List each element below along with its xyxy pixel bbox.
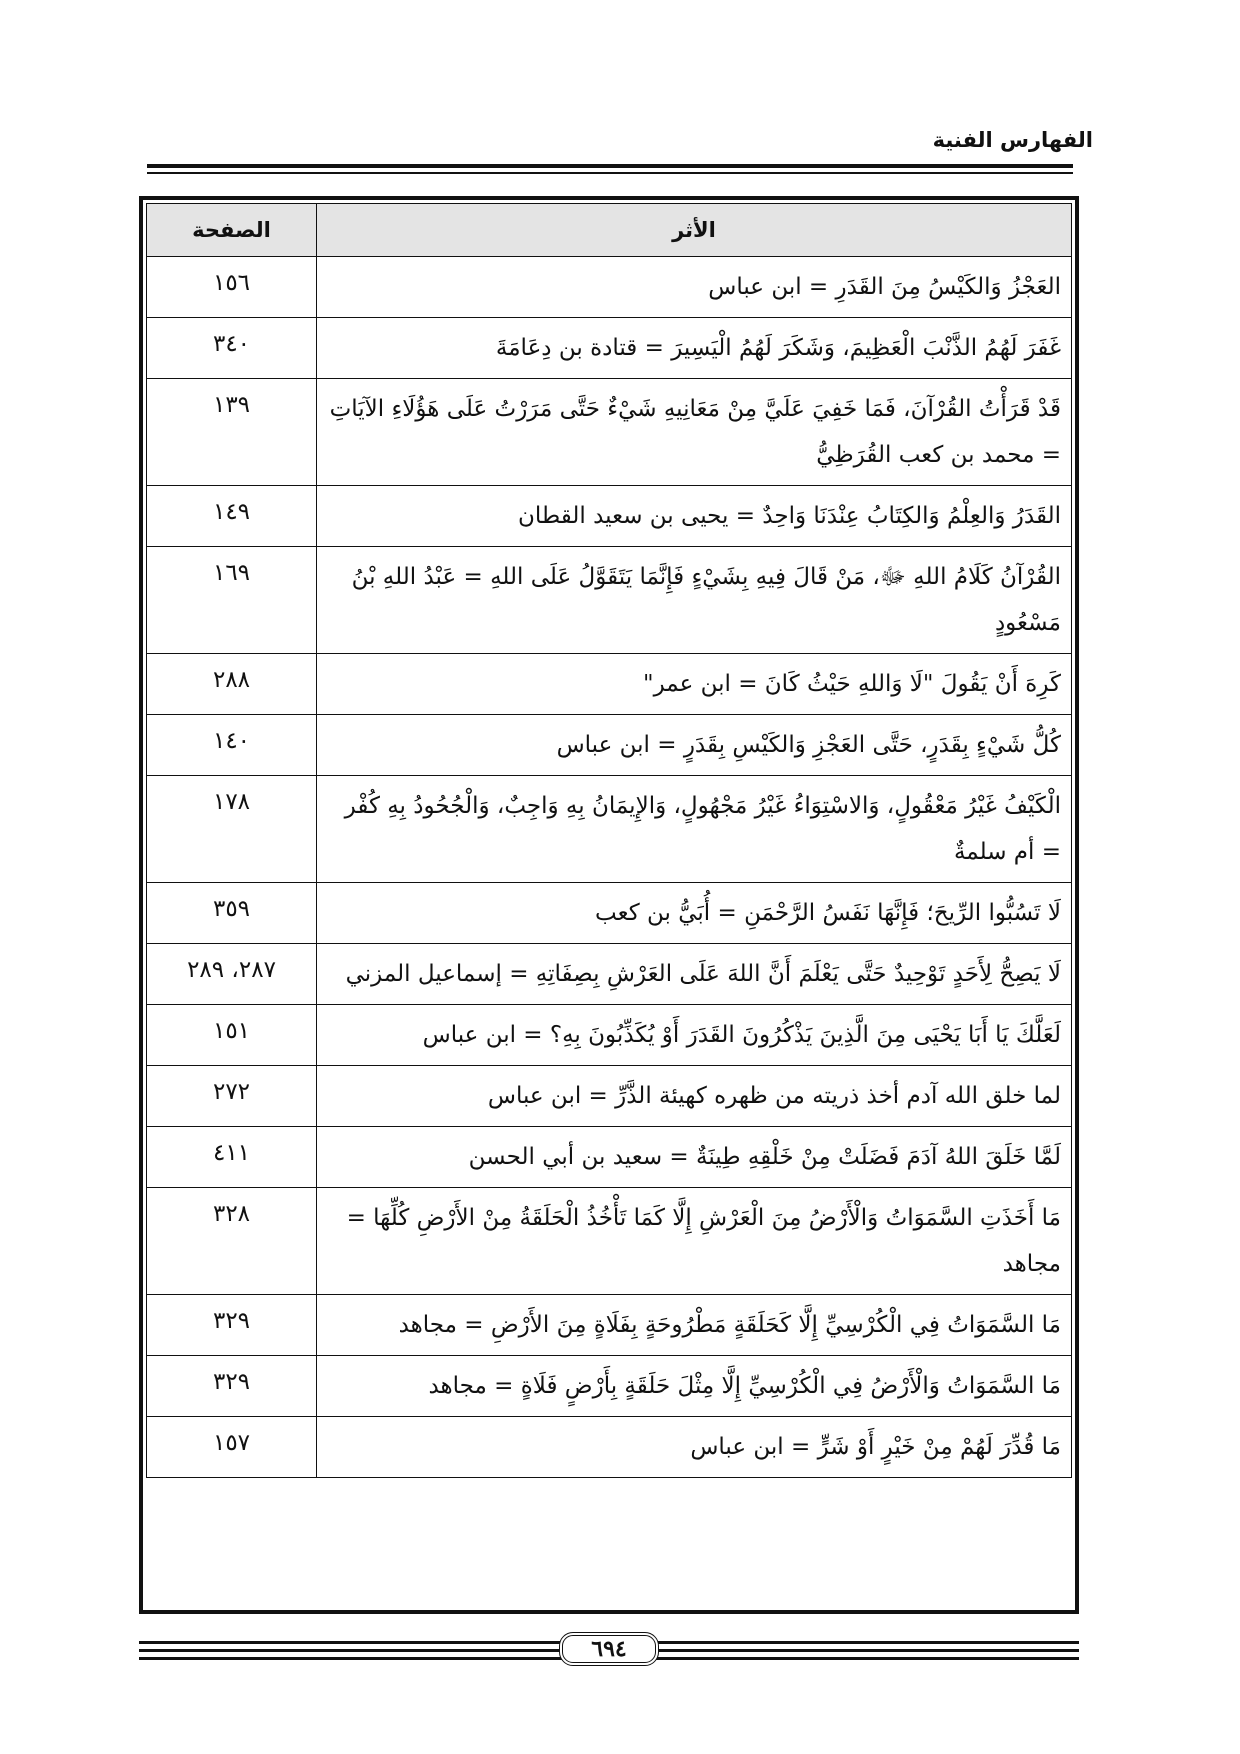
column-header-athar: الأثر: [317, 204, 1072, 257]
running-header-title: الفهارس الفنية: [932, 128, 1093, 152]
athar-text: العَجْزُ وَالكَيْسُ مِنَ القَدَرِ = ابن عباس: [317, 257, 1072, 318]
athar-text: كَرِهَ أَنْ يَقُولَ "لَا وَاللهِ حَيْثُ كَانَ = ابن عمر": [317, 654, 1072, 715]
table-row: [147, 1417, 1072, 1478]
page-number: ٣٢٩: [147, 1295, 317, 1356]
page-number: ٤١١: [147, 1127, 317, 1188]
page-number: ٢٨٧، ٢٨٩: [147, 944, 317, 1005]
page-number: ١٣٩: [147, 379, 317, 486]
column-header-page: الصفحة: [147, 204, 317, 257]
table-row: [147, 318, 1072, 379]
page-number-badge: ٦٩٤: [559, 1632, 659, 1666]
table-header-row: [147, 204, 1072, 257]
page-number: ٣٢٨: [147, 1188, 317, 1295]
page-number: ١٧٨: [147, 776, 317, 883]
table-row: [147, 547, 1072, 654]
athar-text: لَا يَصِحُّ لِأَحَدٍ تَوْحِيدٌ حَتَّى يَعْلَمَ أَنَّ اللهَ عَلَى العَرْشِ بِصِفَاتِهِ = إسماعيل المزني: [317, 944, 1072, 1005]
table-row: [147, 776, 1072, 883]
table-row: [147, 1127, 1072, 1188]
athar-text: القُرْآنُ كَلَامُ اللهِ ﷻ، مَنْ قَالَ فِيهِ بِشَيْءٍ فَإِنَّمَا يَتَقَوَّلُ عَلَى اللهِ = عَبْدُ اللهِ بْنُ مَسْعُودٍ: [317, 547, 1072, 654]
table-row: [147, 1356, 1072, 1417]
table-row: [147, 654, 1072, 715]
page-number: ١٥١: [147, 1005, 317, 1066]
page-number: ٣٥٩: [147, 883, 317, 944]
athar-text: مَا قُدِّرَ لَهُمْ مِنْ خَيْرٍ أَوْ شَرٍّ = ابن عباس: [317, 1417, 1072, 1478]
table-row: [147, 1188, 1072, 1295]
page-number: ١٥٦: [147, 257, 317, 318]
athar-text: غَفَرَ لَهُمُ الذَّنْبَ الْعَظِيمَ، وَشَكَرَ لَهُمُ الْيَسِيرَ = قتادة بن دِعَامَةَ: [317, 318, 1072, 379]
table-row: [147, 883, 1072, 944]
page-number: ٣٤٠: [147, 318, 317, 379]
table-row: [147, 257, 1072, 318]
page-number: ١٤٩: [147, 486, 317, 547]
page-number: ١٤٠: [147, 715, 317, 776]
athar-text: الْكَيْفُ غَيْرُ مَعْقُولٍ، وَالاسْتِوَاءُ غَيْرُ مَجْهُولٍ، وَالإِيمَانُ بِهِ وَاجِبٌ، وَالْجُحُودُ بِهِ كُفْر = أم سلمةٌ: [317, 776, 1072, 883]
page-number: ٣٢٩: [147, 1356, 317, 1417]
table-row: [147, 486, 1072, 547]
athar-text: قَدْ قَرَأْتُ القُرْآنَ، فَمَا خَفِيَ عَلَيَّ مِنْ مَعَانِيهِ شَيْءٌ حَتَّى مَرَرْتُ عَلَى هَؤُلَاءِ الآيَاتِ = محمد بن كعب القُرَظِيُّ: [317, 379, 1072, 486]
athar-index-table-frame: [139, 196, 1079, 1614]
athar-text: مَا السَّمَوَاتُ وَالْأَرْضُ فِي الْكُرْسِيِّ إِلَّا مِثْلَ حَلَقَةٍ بِأَرْضٍ فَلَاةٍ = مجاهد: [317, 1356, 1072, 1417]
header-rule-thick: [147, 164, 1073, 168]
athar-index-table: [146, 203, 1072, 1478]
table-row: [147, 1295, 1072, 1356]
table-row: [147, 1066, 1072, 1127]
page-footer: [139, 1632, 1079, 1666]
page-number: ٢٧٢: [147, 1066, 317, 1127]
athar-text: كُلُّ شَيْءٍ بِقَدَرٍ، حَتَّى العَجْزِ وَالكَيْسِ بِقَدَرٍ = ابن عباس: [317, 715, 1072, 776]
header-rule-thin: [147, 172, 1073, 174]
table-row: [147, 1005, 1072, 1066]
athar-text: لما خلق الله آدم أخذ ذريته من ظهره كهيئة الذَّرِّ = ابن عباس: [317, 1066, 1072, 1127]
table-row: [147, 379, 1072, 486]
athar-text: لَا تَسُبُّوا الرِّيحَ؛ فَإِنَّهَا نَفَسُ الرَّحْمَنِ = أُبَيُّ بن كعب: [317, 883, 1072, 944]
page-number: ١٦٩: [147, 547, 317, 654]
table-row: [147, 715, 1072, 776]
athar-text: مَا السَّمَوَاتُ فِي الْكُرْسِيِّ إِلَّا كَحَلَقَةٍ مَطْرُوحَةٍ بِفَلَاةٍ مِنَ الأَرْضِ = مجاهد: [317, 1295, 1072, 1356]
athar-text: لَعَلَّكَ يَا أَبَا يَحْيَى مِنَ الَّذِينَ يَذْكُرُونَ القَدَرَ أَوْ يُكَذِّبُونَ بِهِ؟ = ابن عباس: [317, 1005, 1072, 1066]
page-number: ٢٨٨: [147, 654, 317, 715]
header-rule: [147, 164, 1073, 174]
athar-text: لَمَّا خَلَقَ اللهُ آدَمَ فَضَلَتْ مِنْ خَلْقِهِ طِينَةٌ = سعيد بن أبي الحسن: [317, 1127, 1072, 1188]
page-number: ١٥٧: [147, 1417, 317, 1478]
athar-text: مَا أَخَذَتِ السَّمَوَاتُ وَالْأَرْضُ مِنَ الْعَرْشِ إِلَّا كَمَا تَأْخُذُ الْحَلَقَةُ مِنْ الأَرْضِ كُلِّهَا = مجاهد: [317, 1188, 1072, 1295]
athar-text: القَدَرُ وَالعِلْمُ وَالكِتَابُ عِنْدَنَا وَاحِدٌ = يحيى بن سعيد القطان: [317, 486, 1072, 547]
table-row: [147, 944, 1072, 1005]
